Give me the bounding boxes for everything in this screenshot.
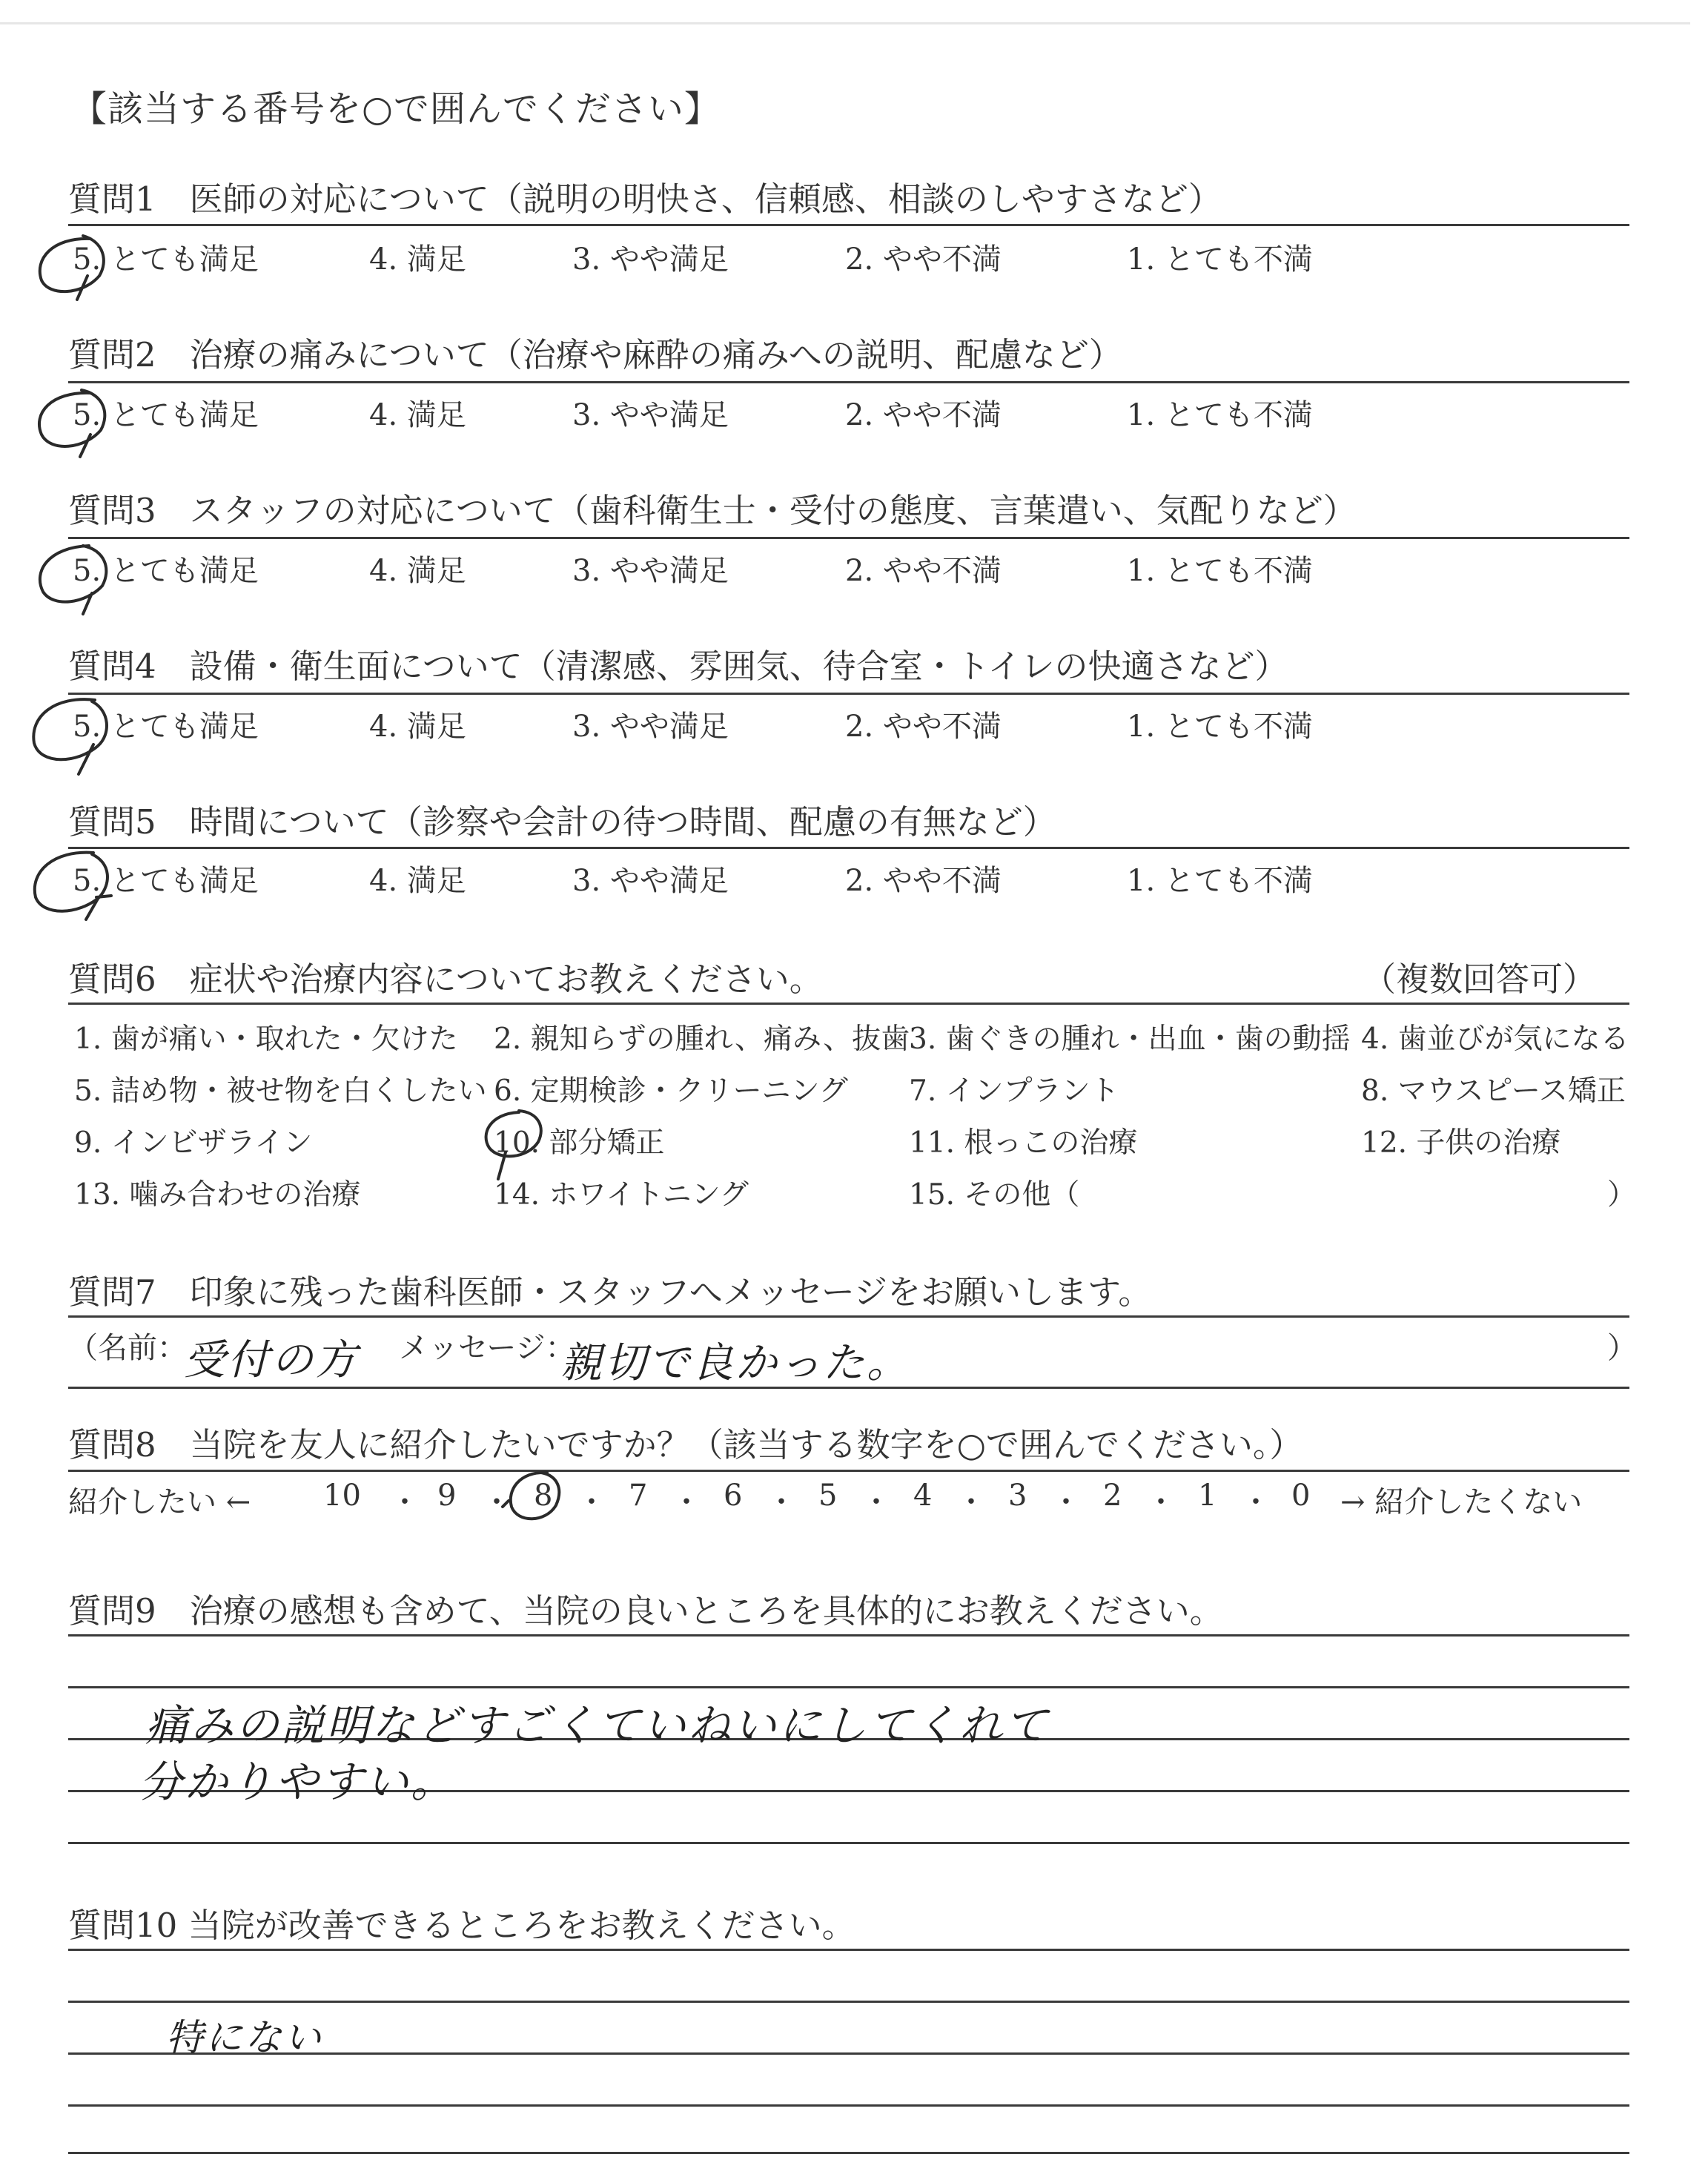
option-2[interactable]: 2. やや不満 <box>845 242 1002 277</box>
question-5-title: 質問5 時間について（診察や会計の待つ時間、配慮の有無など） <box>68 802 1056 842</box>
rule <box>68 1387 1629 1389</box>
q8-dot: ・ <box>861 1485 891 1519</box>
symptom-option[interactable]: 12. 子供の治療 <box>1361 1126 1561 1160</box>
symptom-option[interactable]: 9. インビザライン <box>74 1126 313 1160</box>
rule <box>68 1315 1629 1318</box>
option-4[interactable]: 4. 満足 <box>369 554 466 588</box>
q8-number[interactable]: 6 <box>724 1479 743 1513</box>
q8-number[interactable]: 7 <box>629 1479 648 1513</box>
q8-dot: ・ <box>767 1485 796 1519</box>
option-3[interactable]: 3. やや満足 <box>572 864 729 898</box>
q10-answer-line[interactable]: 特にない <box>166 2016 323 2059</box>
rule <box>68 537 1629 539</box>
q7-name-value[interactable]: 受付の方 <box>184 1336 359 1384</box>
q8-number[interactable]: 8 <box>534 1479 553 1513</box>
option-2[interactable]: 2. やや不満 <box>845 554 1002 588</box>
symptom-option[interactable]: 2. 親知らずの腫れ、痛み、抜歯 <box>494 1023 910 1056</box>
option-2[interactable]: 2. やや不満 <box>845 398 1002 432</box>
q9-answer-line[interactable]: 分かりやすい。 <box>139 1757 457 1807</box>
q8-dot: ・ <box>390 1485 420 1519</box>
option-1[interactable]: 1. とても不満 <box>1127 242 1313 277</box>
q8-dot: ・ <box>672 1485 701 1519</box>
rule <box>68 1842 1629 1844</box>
symptom-option[interactable]: 15. その他（ <box>909 1178 1080 1212</box>
rule <box>68 1634 1629 1636</box>
question-7-title: 質問7 印象に残った歯科医師・スタッフへメッセージをお願いします。 <box>68 1272 1152 1312</box>
option-3[interactable]: 3. やや満足 <box>572 398 729 432</box>
rule <box>68 1003 1629 1005</box>
q8-number[interactable]: 5 <box>818 1479 838 1513</box>
q8-number[interactable]: 10 <box>323 1479 361 1513</box>
q8-dot: ・ <box>577 1485 606 1519</box>
rule <box>68 693 1629 695</box>
symptom-other-close: ） <box>1607 1178 1637 1212</box>
rule <box>68 381 1629 383</box>
question-1-title: 質問1 医師の対応について（説明の明快さ、信頼感、相談のしやすさなど） <box>68 179 1222 219</box>
option-4[interactable]: 4. 満足 <box>369 398 466 432</box>
option-1[interactable]: 1. とても不満 <box>1127 398 1313 432</box>
option-2[interactable]: 2. やや不満 <box>845 864 1002 898</box>
option-4[interactable]: 4. 満足 <box>369 710 466 744</box>
question-6-note: （複数回答可） <box>1363 960 1597 999</box>
symptom-option[interactable]: 8. マウスピース矯正 <box>1361 1074 1626 1108</box>
q7-name-label: （名前： <box>68 1331 187 1365</box>
option-5[interactable]: 5. とても満足 <box>73 242 259 277</box>
symptom-option[interactable]: 1. 歯が痛い・取れた・欠けた <box>74 1023 458 1056</box>
symptom-option[interactable]: 13. 噛み合わせの治療 <box>74 1178 361 1212</box>
symptom-option[interactable]: 3. 歯ぐきの腫れ・出血・歯の動揺 <box>909 1023 1351 1056</box>
q8-dot: ・ <box>956 1485 986 1519</box>
q8-number[interactable]: 3 <box>1008 1479 1027 1513</box>
q8-left-label: 紹介したい ← <box>68 1485 251 1519</box>
q7-message-label: メッセージ： <box>399 1331 575 1365</box>
question-6-title: 質問6 症状や治療内容についてお教えください。 <box>68 960 823 999</box>
option-5[interactable]: 5. とても満足 <box>73 864 259 898</box>
q8-number[interactable]: 0 <box>1291 1479 1311 1513</box>
option-1[interactable]: 1. とても不満 <box>1127 710 1313 744</box>
q8-dot: ・ <box>1146 1485 1176 1519</box>
symptom-option[interactable]: 7. インプラント <box>909 1074 1119 1108</box>
rule <box>68 1470 1629 1472</box>
option-1[interactable]: 1. とても不満 <box>1127 864 1313 898</box>
symptom-option[interactable]: 5. 詰め物・被せ物を白くしたい <box>74 1074 487 1108</box>
rule <box>68 224 1629 226</box>
rule <box>68 1686 1629 1688</box>
rule <box>68 2152 1629 2154</box>
rule <box>68 2104 1629 2107</box>
question-4-title: 質問4 設備・衛生面について（清潔感、雰囲気、待合室・トイレの快適さなど） <box>68 647 1288 686</box>
q8-dot: ・ <box>482 1485 512 1519</box>
q8-dot: ・ <box>1241 1485 1271 1519</box>
option-5[interactable]: 5. とても満足 <box>73 398 259 432</box>
q8-dot: ・ <box>1051 1485 1081 1519</box>
question-10-title: 質問10 当院が改善できるところをお教えください。 <box>68 1906 855 1945</box>
option-5[interactable]: 5. とても満足 <box>73 710 259 744</box>
rule <box>68 1949 1629 1951</box>
question-3-title: 質問3 スタッフの対応について（歯科衛生士・受付の態度、言葉遣い、気配りなど） <box>68 491 1357 530</box>
option-3[interactable]: 3. やや満足 <box>572 710 729 744</box>
symptom-option[interactable]: 4. 歯並びが気になる <box>1361 1023 1629 1056</box>
q8-number[interactable]: 1 <box>1198 1479 1217 1513</box>
option-3[interactable]: 3. やや満足 <box>572 554 729 588</box>
q8-number[interactable]: 4 <box>913 1479 933 1513</box>
question-9-title: 質問9 治療の感想も含めて、当院の良いところを具体的にお教えください。 <box>68 1591 1223 1631</box>
q9-answer-line[interactable]: 痛みの説明などすごくていねいにしてくれて <box>145 1700 1050 1751</box>
q8-number[interactable]: 2 <box>1103 1479 1122 1513</box>
question-2-title: 質問2 治療の痛みについて（治療や麻酔の痛みへの説明、配慮など） <box>68 335 1122 374</box>
q8-number[interactable]: 9 <box>437 1479 457 1513</box>
question-8-title: 質問8 当院を友人に紹介したいですか？（該当する数字を○で囲んでください。） <box>68 1425 1303 1464</box>
rule <box>68 847 1629 849</box>
option-1[interactable]: 1. とても不満 <box>1127 554 1313 588</box>
option-3[interactable]: 3. やや満足 <box>572 242 729 277</box>
q7-message-value[interactable]: 親切で良かった。 <box>560 1339 910 1387</box>
symptom-option[interactable]: 10. 部分矯正 <box>494 1126 665 1160</box>
option-4[interactable]: 4. 満足 <box>369 242 466 277</box>
top-edge <box>0 22 1690 24</box>
symptom-option[interactable]: 14. ホワイトニング <box>494 1178 749 1212</box>
option-2[interactable]: 2. やや不満 <box>845 710 1002 744</box>
rule <box>68 2001 1629 2003</box>
symptom-option[interactable]: 11. 根っこの治療 <box>909 1126 1138 1160</box>
q8-right-label: → 紹介したくない <box>1340 1485 1583 1519</box>
form-title: 【該当する番号を○で囲んでください】 <box>71 88 721 130</box>
option-5[interactable]: 5. とても満足 <box>73 554 259 588</box>
q7-close: ） <box>1607 1331 1637 1365</box>
option-4[interactable]: 4. 満足 <box>369 864 466 898</box>
symptom-option[interactable]: 6. 定期検診・クリーニング <box>494 1074 848 1108</box>
